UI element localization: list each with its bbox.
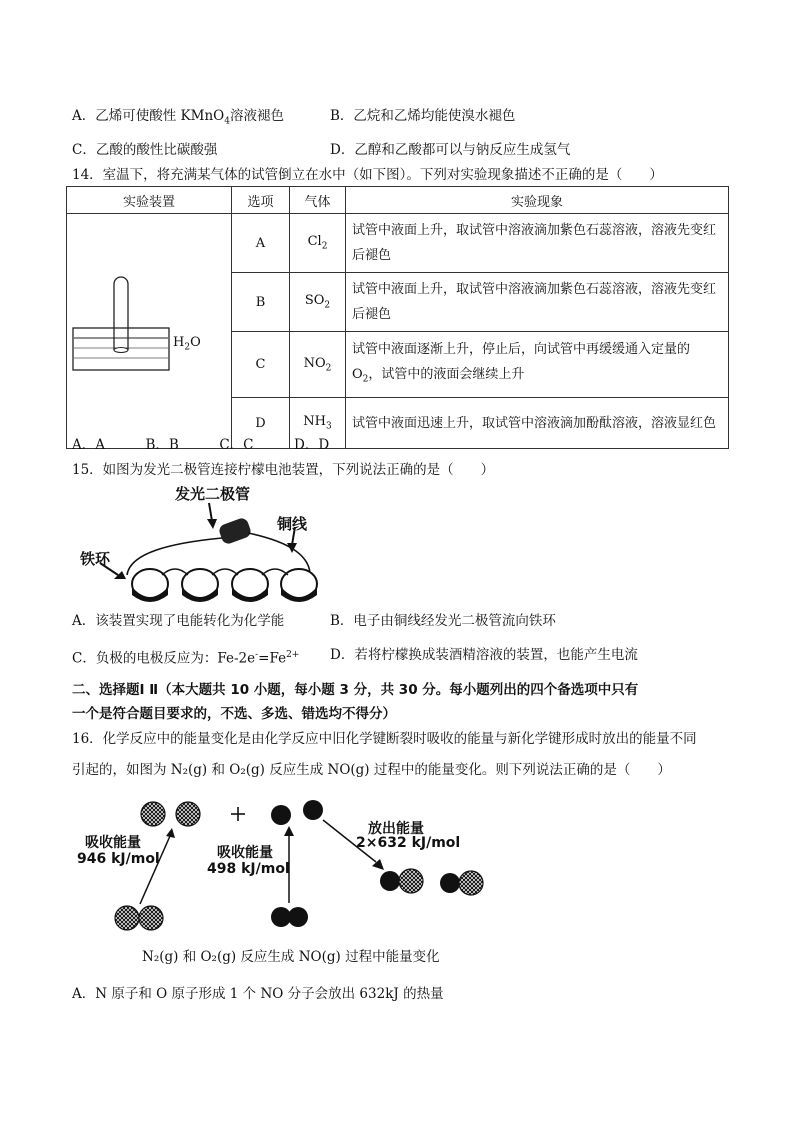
iron-ring-label: 铁环 [80, 550, 111, 568]
subscript: 2 [325, 363, 332, 374]
option-cell: C [232, 332, 290, 398]
water-label [173, 335, 201, 353]
subscript: 2 [362, 374, 369, 385]
q14-table [66, 186, 729, 449]
header-apparatus: 实验装置 [67, 187, 232, 214]
absorb-energy-2-title: 吸收能量 [217, 845, 273, 861]
q16-option-a: A．N 原子和 O 原子形成 1 个 NO 分子会放出 632kJ 的热量 [72, 986, 444, 1002]
superscript: 2+ [286, 650, 300, 660]
copper-wire-label: 铜线 [277, 515, 308, 533]
header-option: 选项 [232, 187, 290, 214]
q15-option-c [72, 646, 299, 668]
gas-formula: NO [303, 355, 326, 371]
release-energy-title: 放出能量 [368, 821, 424, 837]
subscript: 2 [324, 300, 331, 311]
q15-option-a: A．该装置实现了电能转化为化学能 [72, 613, 285, 629]
gas-formula: SO [304, 293, 325, 309]
header-phenomenon: 实验现象 [346, 187, 729, 214]
subscript: 2 [321, 241, 328, 252]
gas-cell [290, 214, 346, 273]
subscript: 3 [325, 421, 332, 432]
q13-option-a [72, 107, 284, 131]
phenomenon-text2: ，试管中的液面会继续上升 [368, 366, 525, 382]
q15-option-c-text: C．负极的电极反应为：Fe-2e [72, 650, 256, 667]
q15-option-b: B．电子由铜线经发光二极管流向铁环 [330, 613, 556, 629]
option-cell: D [232, 398, 290, 449]
apparatus-cell [67, 214, 232, 449]
phenomenon-cell: 试管中液面上升，取试管中溶液滴加紫色石蕊溶液，溶液先变红后褪色 [346, 214, 729, 273]
release-energy-value: 2×632 kJ/mol [356, 835, 461, 851]
phenomenon-cell [346, 332, 729, 398]
absorb-energy-1-value: 946 kJ/mol [77, 851, 160, 867]
q15-option-d: D．若将柠檬换成装酒精溶液的装置，也能产生电流 [330, 647, 638, 663]
test-tube-diagram [67, 222, 231, 440]
q15-stem: 15．如图为发光二极管连接柠檬电池装置，下列说法正确的是（ ） [72, 462, 495, 478]
section-heading-line2: 一个是符合题目要求的，不选、多选、错选均不得分） [72, 706, 396, 722]
q13-option-a-text2: 溶液褪色 [229, 108, 284, 124]
section-heading-line1: 二、选择题Ⅰ Ⅱ（本大题共 10 小题，每小题 3 分，共 30 分。每小题列出的四个备选项中只有 [72, 682, 639, 698]
lemon-battery-figure [70, 483, 370, 605]
phenomenon-cell: 试管中液面迅速上升，取试管中溶液滴加酚酞溶液，溶液显红色 [346, 398, 729, 449]
phenomenon-text: 试管中液面逐渐上升，停止后，向试管中再缓缓通入定量的 O [352, 341, 691, 382]
energy-diagram [70, 790, 510, 980]
q13-option-d: D．乙醇和乙酸都可以与钠反应生成氢气 [330, 142, 571, 158]
q13-option-b: B．乙烷和乙烯均能使溴水褪色 [330, 108, 516, 124]
table-row [67, 214, 729, 273]
q15-option-c-text2: =Fe [258, 650, 287, 667]
q16-stem-line1: 16．化学反应中的能量变化是由化学反应中旧化学键断裂时吸收的能量与新化学键形成时放出的能量不同 [72, 731, 697, 747]
phenomenon-cell: 试管中液面上升，取试管中溶液滴加紫色石蕊溶液，溶液先变红后褪色 [346, 273, 729, 332]
q14-answer-choices: A．A B．B C．C D．D [72, 437, 330, 453]
table-header-row [67, 187, 729, 214]
q13-option-a-text: A．乙烯可使酸性 KMnO [72, 108, 225, 124]
gas-formula: NH [303, 414, 326, 430]
gas-formula: Cl [307, 234, 322, 250]
water-label-o: O [190, 335, 201, 350]
q14-stem: 14．室温下，将充满某气体的试管倒立在水中（如下图）。下列对实验现象描述不正确的是（ ） [72, 167, 663, 183]
subscript: 4 [224, 116, 230, 127]
q16-stem-line2: 引起的，如图为 N₂(g) 和 O₂(g) 反应生成 NO(g) 过程中的能量变化。则下列说法正确的是（ ） [72, 762, 671, 778]
gas-cell [290, 273, 346, 332]
water-label-h: H [173, 335, 185, 350]
subscript: 2 [184, 342, 191, 353]
header-gas: 气体 [290, 187, 346, 214]
superscript: - [255, 650, 259, 660]
absorb-energy-1-title: 吸收能量 [85, 835, 141, 851]
absorb-energy-2-value: 498 kJ/mol [207, 861, 290, 877]
q13-option-c: C．乙酸的酸性比碳酸强 [72, 142, 218, 158]
energy-diagram-caption: N₂(g) 和 O₂(g) 反应生成 NO(g) 过程中能量变化 [142, 949, 440, 965]
gas-cell [290, 332, 346, 398]
led-label: 发光二极管 [175, 485, 251, 503]
option-cell: B [232, 273, 290, 332]
option-cell: A [232, 214, 290, 273]
